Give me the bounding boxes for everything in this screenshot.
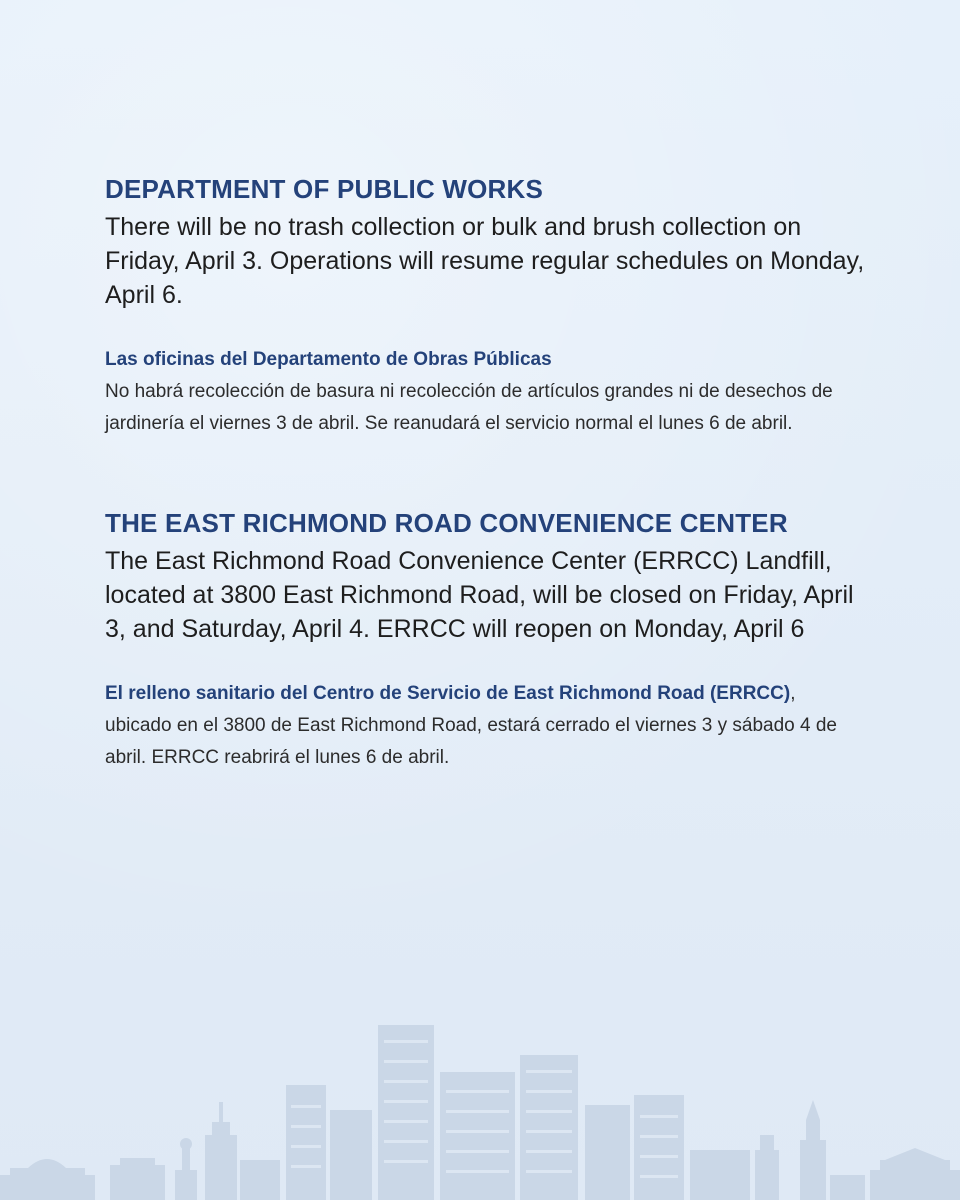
public-works-spanish-title: Las oficinas del Departamento de Obras Públicas — [105, 349, 552, 370]
city-skyline-illustration — [0, 1010, 960, 1200]
convenience-center-heading: THE EAST RICHMOND ROAD CONVENIENCE CENTER — [105, 508, 788, 538]
convenience-center-spanish — [105, 678, 865, 774]
convenience-center-body: The East Richmond Road Convenience Center (ERRCC) Landfill, located at 3800 East Richmond Road, will be closed on Friday, April 3, and Saturday, April 4. ERRCC will reopen on Monday, April 6 — [105, 547, 854, 643]
announcement-content — [105, 172, 865, 774]
public-works-heading: DEPARTMENT OF PUBLIC WORKS — [105, 174, 544, 204]
convenience-center-spanish-title: El relleno sanitario del Centro de Servicio de East Richmond Road (ERRCC) — [105, 683, 791, 704]
public-works-spanish-body: No habrá recolección de basura ni recolección de artículos grandes ni de desechos de jardinería el viernes 3 de abril. Se reanudará el servicio normal el lunes 6 de abril. — [105, 381, 833, 434]
convenience-center-section — [105, 506, 865, 774]
public-works-spanish — [105, 344, 865, 440]
public-works-section — [105, 172, 865, 440]
convenience-center-spanish-body: , ubicado en el 3800 de East Richmond Road, estará cerrado el viernes 3 y sábado 4 de abril. ERRCC reabrirá el lunes 6 de abril. — [105, 683, 837, 768]
public-works-body: There will be no trash collection or bulk and brush collection on Friday, April 3. Operations will resume regular schedules on Monday, April 6. — [105, 213, 865, 309]
